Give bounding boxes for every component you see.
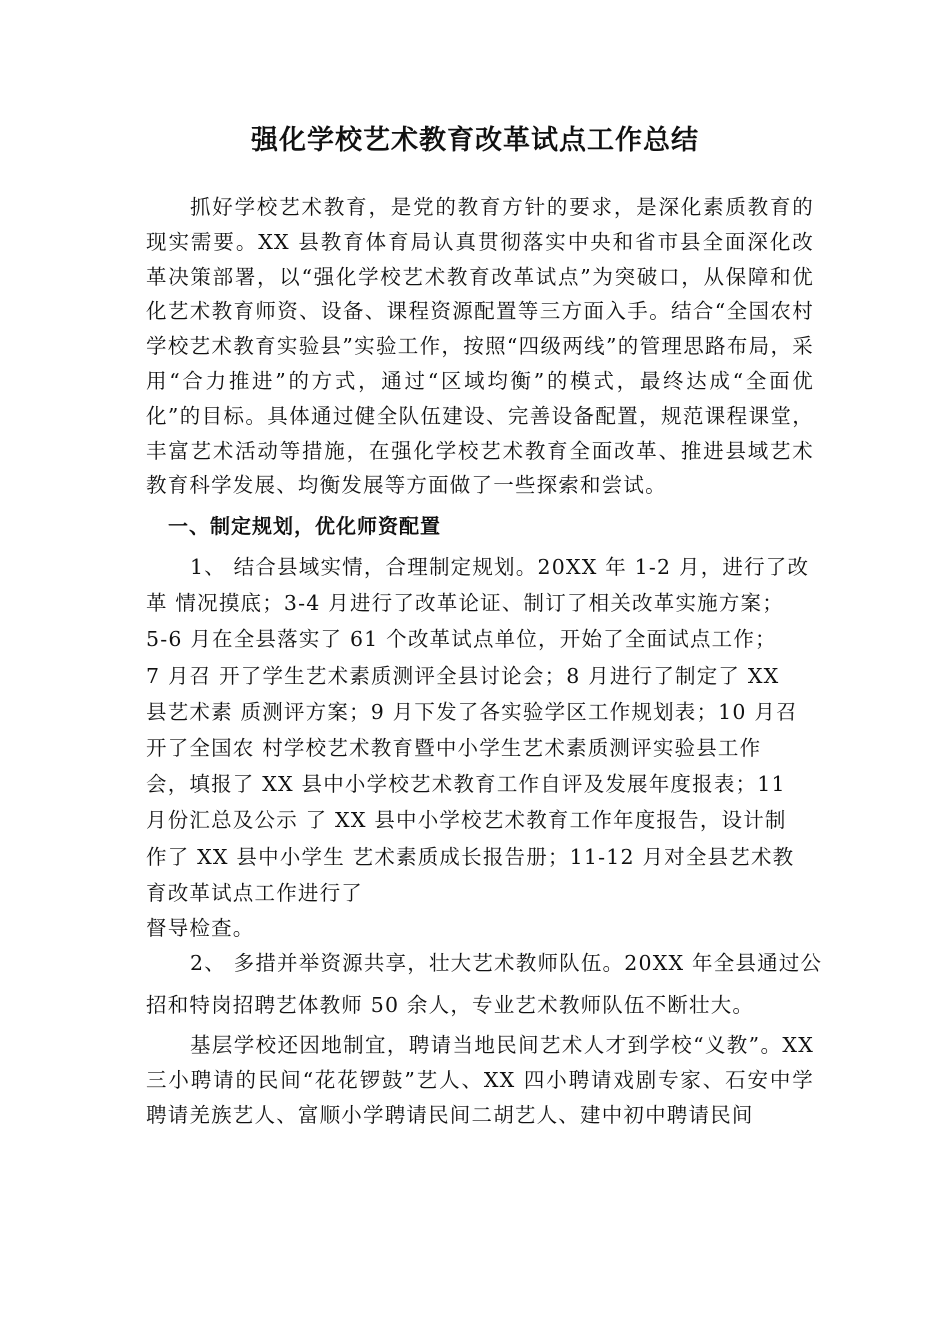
- item-1-line: 1、 结合县域实情，合理制定规划。20XX 年 1-2 月，进行了改: [190, 555, 810, 579]
- section-heading: 一、制定规划，优化师资配置: [168, 514, 441, 538]
- item-2-block: [146, 942, 826, 1026]
- item-1-line: 县艺术素 质测评方案；9 月下发了各实验学区工作规划表；10 月召: [146, 699, 798, 724]
- document-title: 强化学校艺术教育改革试点工作总结: [251, 125, 699, 156]
- item-1-line: 7 月召 开了学生艺术素质测评全县讨论会；8 月进行了制定了 XX: [146, 663, 780, 688]
- item-1-line: 育改革试点工作进行了: [146, 880, 363, 905]
- item-1-line: 作了 XX 县中小学生 艺术素质成长报告册；11-12 月对全县艺术教: [146, 844, 795, 869]
- item-1-line: 开了全国农 村学校艺术教育暨中小学生艺术素质测评实验县工作: [146, 735, 762, 760]
- item-1-line: 月份汇总及公示 了 XX 县中小学校艺术教育工作年度报告，设计制: [146, 808, 787, 833]
- item-1-line: 督导检查。: [146, 915, 255, 940]
- intro-paragraph: 抓好学校艺术教育，是党的教育方针的要求，是深化素质教育的现实需要。XX 县教育体育局认真贯彻落实中央和省市县全面深化改革决策部署，以“强化学校艺术教育改革试点”为突破口，从保障和优化艺术教育师资、设备、课程资源配置等三方面入手。结合“全国农村学校艺术教育实验县”实验工作，按照“四级两线”的管理思路布局，采用“合力推进”的方式，通过“区域均衡”的模式，最终达成“全面优化”的目标。具体通过健全队伍建设、完善设备配置，规范课程课堂，丰富艺术活动等措施，在强化学校艺术教育全面改革、推进县域艺术教育科学发展、均衡发展等方面做了一些探索和尝试。: [146, 195, 814, 498]
- item-1-line: 5-6 月在全县落实了 61 个改革试点单位，开始了全面试点工作；: [146, 627, 777, 652]
- item-2-line: 招和特岗招聘艺体教师 50 余人，专业艺术教师队伍不断壮大。: [146, 993, 755, 1017]
- paragraph-3: 基层学校还因地制宜，聘请当地民间艺术人才到学校“义教”。XX 三小聘请的民间“花花锣鼓”艺人、XX 四小聘请戏剧专家、石安中学聘请羌族艺人、富顺小学聘请民间二胡艺人、建中初中聘请民间: [146, 1033, 814, 1127]
- item-1-line: 会，填报了 XX 县中小学校艺术教育工作自评及发展年度报表；11: [146, 772, 786, 797]
- item-1-line: 革 情况摸底；3-4 月进行了改革论证、制订了相关改革实施方案；: [146, 591, 784, 616]
- item-2-line: 2、 多措并举资源共享，壮大艺术教师队伍。20XX 年全县通过公: [190, 951, 823, 975]
- item-1-block: [146, 549, 826, 945]
